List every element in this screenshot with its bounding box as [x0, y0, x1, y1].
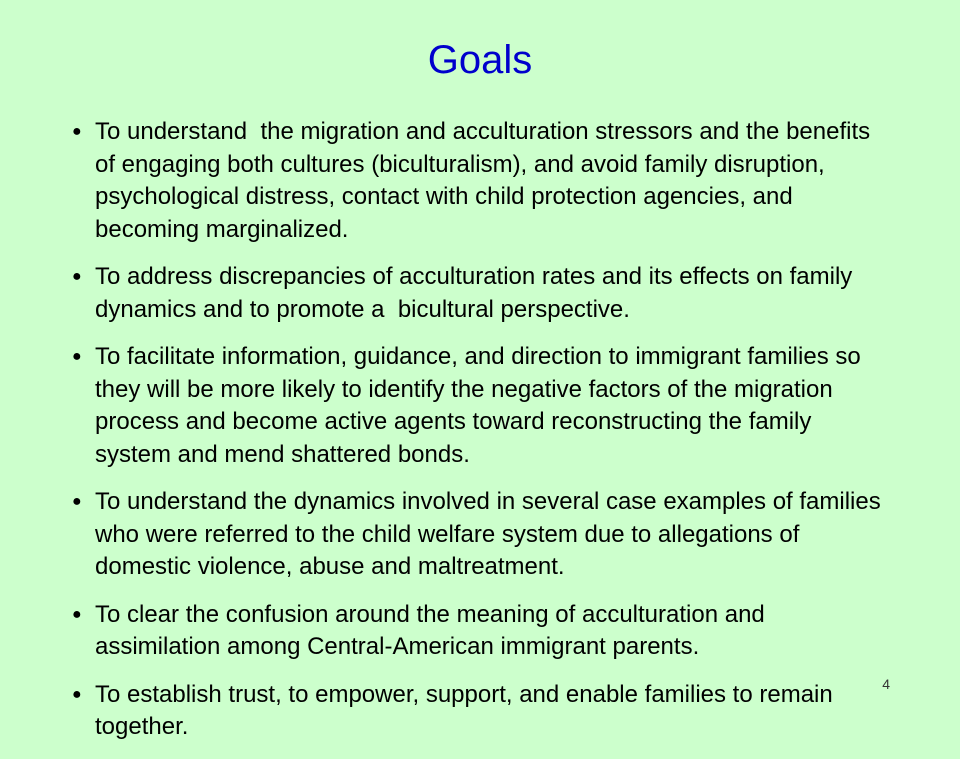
goals-bullet-list: [72, 116, 892, 759]
bullet-icon: ●: [72, 268, 82, 285]
slide-title: Goals: [427, 38, 533, 82]
bullet-text: To establish trust, to empower, support, and enable families to remain together.: [95, 680, 840, 740]
bullet-item: [72, 116, 892, 246]
slide-number: 4: [882, 676, 890, 692]
bullet-icon: ●: [72, 493, 82, 510]
bullet-item: [72, 486, 892, 584]
bullet-item: [72, 599, 892, 664]
bullet-icon: ●: [72, 348, 82, 365]
bullet-text: To understand the dynamics involved in several case examples of families who were referred to the child welfare system due to allegations of domestic violence, abuse and maltreatment.: [95, 488, 888, 580]
bullet-icon: ●: [72, 685, 82, 703]
bullet-item: [72, 341, 892, 471]
bullet-text: To facilitate information, guidance, and direction to immigrant families so they will be more likely to identify the negative factors of the migration process and become active agents toward reconstructing the family system and mend shattered bonds.: [95, 343, 868, 468]
bullet-item: [72, 679, 892, 744]
bullet-icon: ●: [72, 123, 82, 140]
bullet-text: To clear the confusion around the meaning of acculturation and assimilation among Central-American immigrant parents.: [95, 600, 772, 660]
bullet-icon: ●: [72, 605, 82, 623]
bullet-text: To understand the migration and acculturation stressors and the benefits of engaging both cultures (biculturalism), and avoid family disruption, psychological distress, contact with child protection agencies, and becoming marginalized.: [95, 118, 877, 243]
bullet-item: [72, 261, 892, 326]
bullet-text: To address discrepancies of acculturation rates and its effects on family dynamics and to promote a bicultural perspective.: [95, 263, 859, 323]
